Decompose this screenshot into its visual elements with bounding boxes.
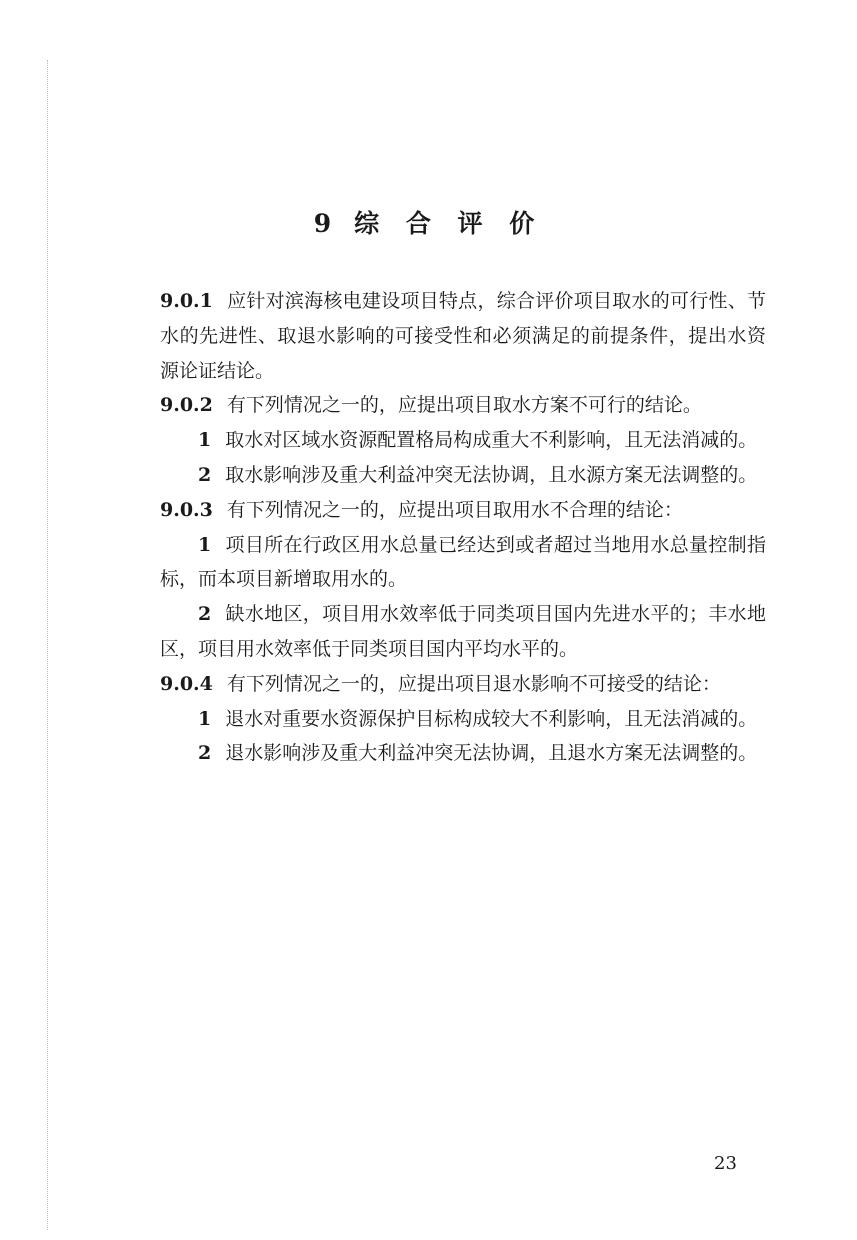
item-number: 2 — [198, 742, 212, 765]
item-text: 取水影响涉及重大利益冲突无法协调，且水源方案无法调整的。 — [225, 463, 758, 486]
section-number: 9.0.4 — [160, 672, 213, 695]
section-number: 9.0.3 — [160, 498, 213, 521]
list-item — [160, 528, 766, 598]
section-9-0-3 — [160, 493, 766, 528]
section-number: 9.0.2 — [160, 394, 213, 417]
document-body — [160, 284, 766, 771]
item-number: 1 — [198, 533, 212, 556]
chapter-title — [0, 204, 857, 240]
section-text: 应针对滨海核电建设项目特点，综合评价项目取水的可行性、节水的先进性、取退水影响的可接受性和必须满足的前提条件，提出水资源论证结论。 — [160, 290, 766, 382]
list-item — [160, 597, 766, 667]
list-item — [160, 458, 766, 493]
section-9-0-4 — [160, 667, 766, 702]
section-text: 有下列情况之一的，应提出项目退水影响不可接受的结论： — [226, 672, 721, 695]
list-item — [160, 423, 766, 458]
page-number: 23 — [714, 1153, 737, 1174]
item-number: 1 — [198, 707, 212, 730]
item-text: 退水对重要水资源保护目标构成较大不利影响，且无法消减的。 — [225, 707, 758, 730]
list-item — [160, 702, 766, 737]
item-text: 缺水地区，项目用水效率低于同类项目国内先进水平的；丰水地区，项目用水效率低于同类项目国内平均水平的。 — [160, 603, 766, 660]
section-text: 有下列情况之一的，应提出项目取用水不合理的结论： — [226, 498, 683, 521]
list-item — [160, 736, 766, 771]
item-number: 2 — [198, 603, 212, 626]
item-number: 2 — [198, 463, 212, 486]
item-text: 取水对区域水资源配置格局构成重大不利影响，且无法消减的。 — [225, 429, 758, 452]
section-9-0-1 — [160, 284, 766, 388]
section-text: 有下列情况之一的，应提出项目取水方案不可行的结论。 — [226, 394, 702, 417]
item-text: 项目所在行政区用水总量已经达到或者超过当地用水总量控制指标，而本项目新增取用水的。 — [160, 533, 766, 591]
item-number: 1 — [198, 429, 212, 452]
section-number: 9.0.1 — [160, 290, 213, 312]
item-text: 退水影响涉及重大利益冲突无法协调，且退水方案无法调整的。 — [225, 742, 758, 765]
chapter-number: 9 — [313, 209, 341, 238]
chapter-title-text: 综 合 评 价 — [354, 209, 544, 238]
section-9-0-2 — [160, 388, 766, 423]
